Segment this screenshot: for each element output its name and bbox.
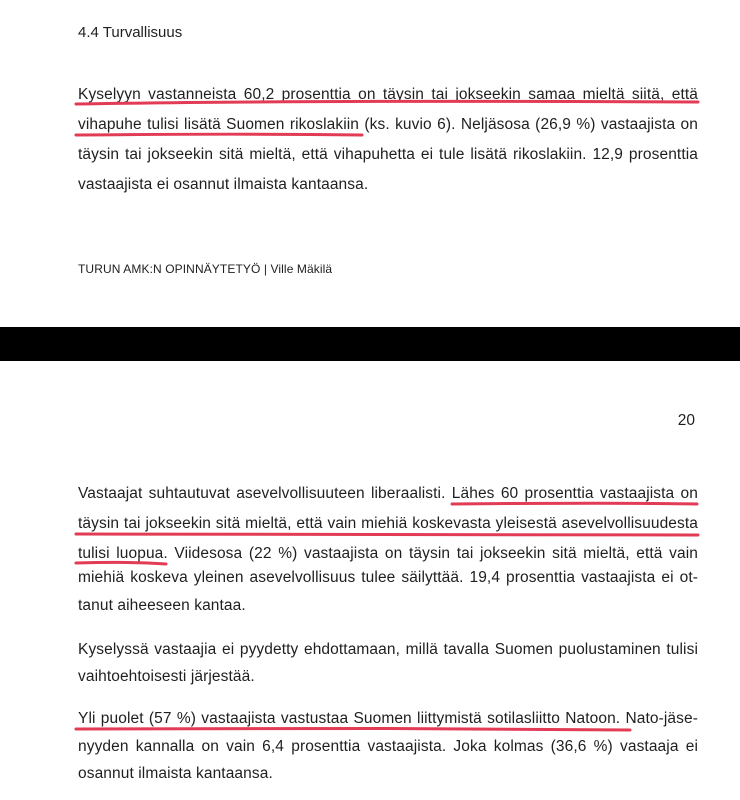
- paragraph-line: täysin tai jokseekin sitä mieltä, että vain miehiä koskevasta yleisestä asevelvollisuudesta: [78, 515, 698, 532]
- paragraph-line: vihapuhe tulisi lisätä Suomen rikoslakiin (ks. kuvio 6). Neljäsosa (26,9 %) vastaajista on: [78, 116, 698, 133]
- underline-mark: [76, 728, 630, 730]
- paragraph-line: tanut aiheeseen kantaa.: [78, 597, 246, 614]
- page-footer: TURUN AMK:N OPINNÄYTETYÖ | Ville Mäkilä: [78, 262, 333, 276]
- underline-mark: [452, 503, 697, 504]
- paragraph-line: miehiä koskeva yleinen asevelvollisuus tulee säilyttää. 19,4 prosenttia vastaajista ei ot-: [78, 569, 698, 586]
- underline-mark: [76, 134, 362, 135]
- page-number: 20: [677, 412, 695, 429]
- paragraph-line: osannut ilmaista kantaansa.: [78, 765, 273, 782]
- section-heading: 4.4 Turvallisuus: [78, 24, 183, 41]
- paragraph-line: Kyselyssä vastaajia ei pyydetty ehdottamaan, millä tavalla Suomen puolustaminen tulisi: [78, 641, 698, 658]
- paragraph-line: vastaajista ei osannut ilmaista kantaansa.: [78, 176, 369, 193]
- paragraph-line: Vastaajat suhtautuvat asevelvollisuuteen liberaalisti. Lähes 60 prosenttia vastaajista on: [78, 485, 698, 502]
- page-separator-band: [0, 327, 740, 361]
- paragraph-line: tulisi luopua. Viidesosa (22 %) vastaajista on täysin tai jokseekin sitä mieltä, että vain: [78, 545, 698, 562]
- paragraph-line: täysin tai jokseekin sitä mieltä, että vihapuhetta ei tule lisätä rikoslakiin. 12,9 prosenttia: [78, 146, 698, 163]
- paragraph-line: Kyselyyn vastanneista 60,2 prosenttia on täysin tai jokseekin samaa mieltä siitä, että: [78, 86, 698, 103]
- paragraph-line: Yli puolet (57 %) vastaajista vastustaa Suomen liittymistä sotilasliitto Natoon. Nato-jäse-: [78, 710, 698, 727]
- underline-mark: [76, 533, 698, 535]
- paragraph-line: vaihtoehtoisesti järjestää.: [78, 668, 255, 685]
- paragraph-line: nyyden kannalla on vain 6,4 prosenttia vastaajista. Joka kolmas (36,6 %) vastaaja ei: [78, 738, 698, 755]
